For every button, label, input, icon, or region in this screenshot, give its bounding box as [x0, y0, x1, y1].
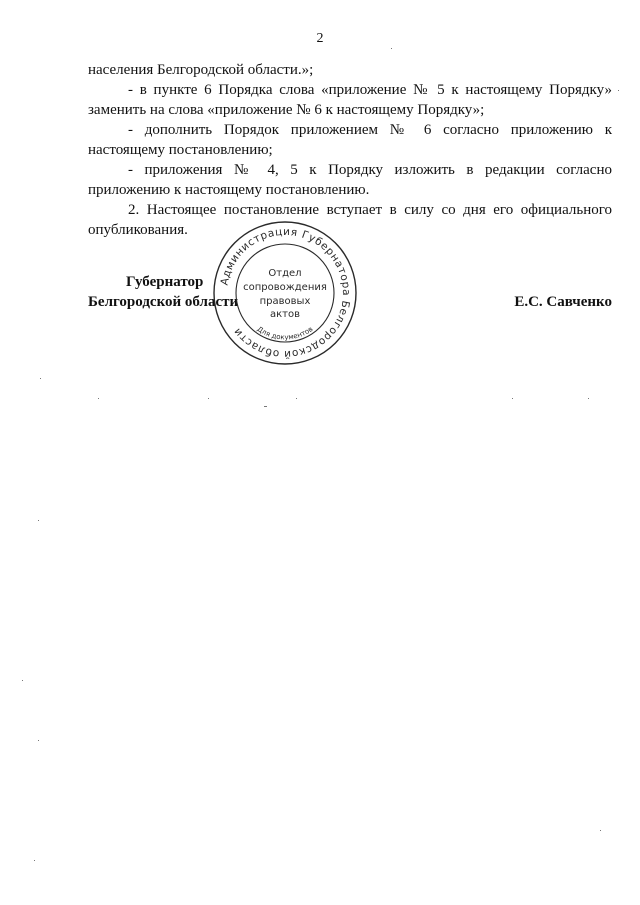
- scan-speck: [38, 740, 39, 741]
- signatory-title-line2: Белгородской области: [88, 294, 239, 310]
- signatory-title-line1: Губернатор: [126, 274, 204, 290]
- scan-speck: [40, 378, 41, 379]
- scan-speck: [38, 520, 39, 521]
- stamp-line: актов: [269, 309, 301, 320]
- scan-speck: [208, 398, 209, 399]
- stamp-line: сопровождения: [243, 282, 327, 293]
- stamp-line: Отдел: [268, 268, 302, 279]
- svg-text:Для документов: [256, 325, 315, 341]
- scan-speck: [512, 398, 513, 399]
- scan-speck: [34, 860, 35, 861]
- body-text: [88, 60, 612, 240]
- paragraph: 2. Настоящее постановление вступает в силу со дня его официального опубликования.: [88, 202, 612, 238]
- official-stamp: [210, 218, 360, 368]
- signatory-name: Е.С. Савченко: [514, 294, 612, 310]
- page-number: 2: [316, 31, 324, 46]
- scan-speck: [296, 398, 297, 399]
- scan-speck: [588, 398, 589, 399]
- stamp-line: правовых: [259, 296, 311, 307]
- scan-speck: [391, 48, 392, 49]
- stamp-outer-text: Администрация Губернатора Белгородской области: [218, 225, 353, 361]
- scan-speck: [264, 406, 267, 407]
- scan-speck: [600, 830, 601, 831]
- paragraph: населения Белгородской области.»;: [88, 62, 314, 78]
- paragraph: - дополнить Порядок приложением № 6 согласно приложению к настоящему постановлению;: [88, 122, 612, 158]
- paragraph: - в пункте 6 Порядка слова «приложение № 5 к настоящему Порядку» заменить на слова «приложение № 6 к настоящему Порядку»;: [88, 82, 612, 118]
- scan-speck: [618, 90, 619, 91]
- stamp-bottom-text: Для документов: [255, 325, 315, 342]
- scan-speck: [98, 398, 99, 399]
- scan-speck: [22, 680, 23, 681]
- paragraph: - приложения № 4, 5 к Порядку изложить в редакции согласно приложению к настоящему постановлению.: [88, 162, 612, 198]
